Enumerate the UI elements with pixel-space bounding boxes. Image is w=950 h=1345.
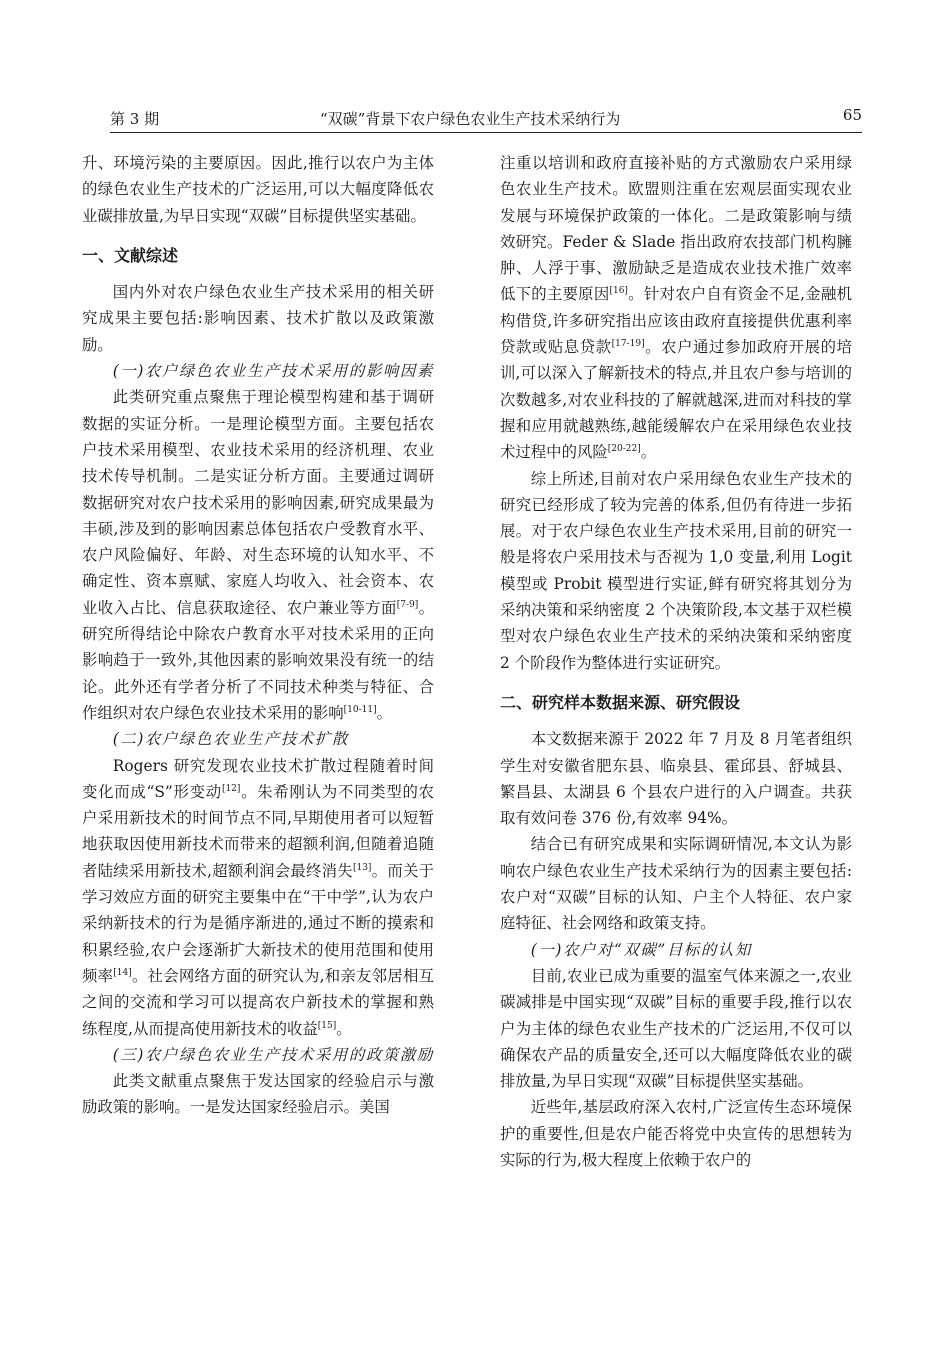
paragraph: 综上所述,目前对农户采用绿色农业生产技术的研究已经形成了较为完善的体系,但仍有待进一步拓展。对于农户绿色农业生产技术采用,目前的研究一般是将农户采用技术与否视为 1,0 变量,利用 Logit 模型或 Probit 模型进行实证,鲜有研究将其划分为采纳决策和采纳密度 2 个决策阶段,本文基于双栏模型对农户绿色农业生产技术的采纳决策和采纳密度 2 个阶段作为整体进行实证研究。 <box>500 469 852 672</box>
subsection-heading: (三)农户绿色农业生产技术采用的政策激励 <box>112 1045 434 1064</box>
citation: [14] <box>113 967 132 978</box>
paragraph: 此类研究重点聚焦于理论模型构建和基于调研数据的实证分析。一是理论模型方面。主要包括农户技术采用模型、农业技术采用的经济机理、农业技术传导机制。二是实证分析方面。主要通过调研数据研究对农户技术采用的影响因素,研究成果最为丰硕,涉及到的影响因素总体包括农户受教育水平、农户风险偏好、年龄、对生态环境的认知水平、不确定性、资本禀赋、家庭人均收入、社会资本、农业收入占比、信息获取途径、农户兼业等方面[7-9]。研究所得结论中除农户教育水平对技术采用的正向影响趋于一致外,其他因素的影响效果没有统一的结论。此外还有学者分析了不同技术种类与特征、合作组织对农户绿色农业技术采用的影响[10-11]。 <box>82 388 434 722</box>
citation: [17-19] <box>611 338 645 349</box>
citation: [7-9] <box>396 599 419 610</box>
section-heading: 一、文献综述 <box>82 245 179 265</box>
citation: [12] <box>221 783 241 794</box>
subsection-heading: (二)农户绿色农业生产技术扩散 <box>112 730 349 749</box>
paragraph: Rogers 研究发现农业技术扩散过程随着时间变化而成“S”形变动[12]。朱希刚认为不同类型的农户采用新技术的时间节点不同,早期使用者可以短暂地获取因使用新技术而带来的超额利润,但随着追随者陆续采用新技术,超额利润会最终消失[13]。而关于学习效应方面的研究主要集中在“干中学”,认为农户采纳新技术的行为是循序渐进的,通过不断的摸索和积累经验,农户会逐渐扩大新技术的使用范围和使用频率[14]。社会网络方面的研究认为,和亲友邻居相互之间的交流和学习可以提高农户新技术的掌握和熟练程度,从而提高使用新技术的收益[15]。 <box>82 756 434 1038</box>
section-heading: 二、研究样本数据来源、研究假设 <box>500 692 741 712</box>
paragraph: 目前,农业已成为重要的温室气体来源之一,农业碳减排是中国实现“双碳”目标的重要手段,推行以农户为主体的绿色农业生产技术的广泛运用,不仅可以确保农产品的质量安全,还可以大幅度降低农业的碳排放量,为早日实现“双碳”目标提供坚实基础。 <box>500 966 852 1091</box>
running-title: “双碳”背景下农户绿色农业生产技术采纳行为 <box>320 110 621 128</box>
subsection-heading: (一)农户对“双碳”目标的认知 <box>530 940 752 959</box>
citation: [13] <box>352 862 372 873</box>
right-column <box>500 150 852 1173</box>
citation: [20-22] <box>607 444 641 455</box>
paragraph: 此类文献重点聚焦于发达国家的经验启示与激励政策的影响。一是发达国家经验启示。美国 <box>82 1072 434 1117</box>
paragraph: 结合已有研究成果和实际调研情况,本文认为影响农户绿色农业生产技术采纳行为的因素主要包括:农户对“双碳”目标的认知、户主个人特征、农户家庭特征、社会网络和政策支持。 <box>500 835 852 933</box>
paragraph: 注重以培训和政府直接补贴的方式激励农户采用绿色农业生产技术。欧盟则注重在宏观层面实现农业发展与环境保护政策的一体化。二是政策影响与绩效研究。Feder & Slade 指出政府农技部门机构臃肿、人浮于事、激励缺乏是造成农业技术推广效率低下的主要原因[16]。针对农户自有资金不足,金融机构借贷,许多研究指出应该由政府直接提供优惠利率贷款或贴息贷款[17-19]。农户通过参加政府开展的培训,可以深入了解新技术的特点,并且农户参与培训的次数越多,对农业科技的了解就越深,进而对科技的掌握和应用就越熟练,越能缓解农户在采用绿色农业技术过程中的风险[20-22]。 <box>500 154 852 462</box>
page-number: 65 <box>842 106 862 124</box>
subsection-heading: (一)农户绿色农业生产技术采用的影响因素 <box>112 362 434 381</box>
paragraph: 国内外对农户绿色农业生产技术采用的相关研究成果主要包括:影响因素、技术扩散以及政策激励。 <box>82 283 434 354</box>
paragraph: 近些年,基层政府深入农村,广泛宣传生态环境保护的重要性,但是农户能否将党中央宣传的思想转为实际的行为,极大程度上依赖于农户的 <box>500 1098 852 1169</box>
left-column <box>82 150 434 1121</box>
paragraph: 升、环境污染的主要原因。因此,推行以农户为主体的绿色农业生产技术的广泛运用,可以大幅度降低农业碳排放量,为早日实现“双碳”目标提供坚实基础。 <box>82 154 434 225</box>
paragraph: 本文数据来源于 2022 年 7 月及 8 月笔者组织学生对安徽省肥东县、临泉县、霍邱县、舒城县、繁昌县、太湖县 6 个县农户进行的入户调查。共获取有效问卷 376 份,有效率 94%。 <box>500 730 852 828</box>
citation: [15] <box>317 1020 337 1031</box>
running-header <box>110 104 862 133</box>
issue-label: 第 3 期 <box>110 110 160 128</box>
citation: [16] <box>609 286 628 297</box>
citation: [10-11] <box>343 704 377 715</box>
